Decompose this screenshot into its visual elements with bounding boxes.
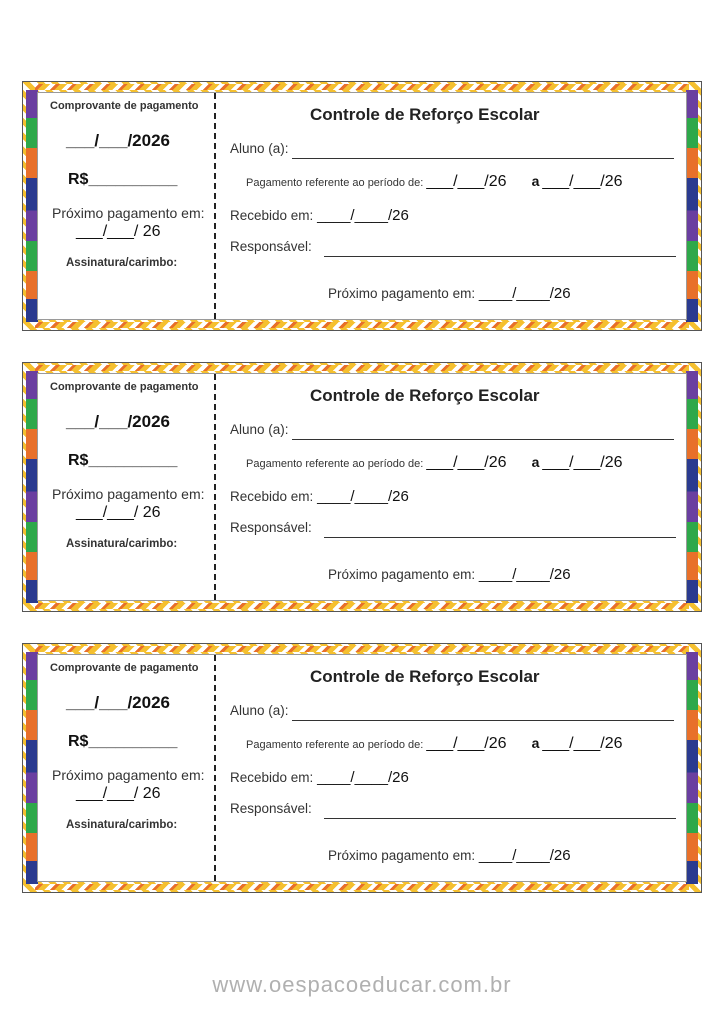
period-label: Pagamento referente ao período de: [246,177,424,189]
next-payment-label: Próximo pagamento em: [328,567,476,582]
next-payment-field[interactable]: ____/____/26 [478,566,571,583]
stub-title: Comprovante de pagamento [50,662,199,674]
stub-amount-field[interactable]: R$__________ [68,171,178,188]
guardian-label: Responsável: [230,520,312,535]
period-row [246,735,623,753]
guardian-label: Responsável: [230,239,312,254]
student-label: Aluno (a): [230,422,289,437]
received-date-field[interactable]: ____/____/26 [317,769,409,786]
stub-next-payment-label: Próximo pagamento em: [52,486,205,502]
period-row [246,173,623,191]
stub-amount-field[interactable]: R$__________ [68,733,178,750]
student-name-line[interactable] [292,439,674,440]
receipt-heading: Controle de Reforço Escolar [310,105,540,124]
chevron-border [35,84,689,90]
period-from-field[interactable]: ___/___/26 [426,454,507,471]
receipt-stub [38,93,216,319]
stub-next-payment-field[interactable]: ___/___/ 26 [76,785,161,802]
next-payment-row [328,285,571,302]
receipt-body [37,92,687,320]
receipt-stub [38,374,216,600]
chevron-border [35,884,689,890]
guardian-name-line[interactable] [324,818,676,819]
receipt-heading: Controle de Reforço Escolar [310,667,540,686]
chevron-border [35,646,689,652]
received-date-field[interactable]: ____/____/26 [317,207,409,224]
period-to-label: a [531,173,540,189]
chevron-border [35,603,689,609]
stub-signature-label: Assinatura/carimbo: [66,538,178,550]
next-payment-row [328,847,571,864]
period-to-field[interactable]: ___/___/26 [542,454,623,471]
period-row [246,454,623,472]
stub-signature-label: Assinatura/carimbo: [66,819,178,831]
chevron-border [35,365,689,371]
received-row [230,769,409,786]
stub-date-field[interactable]: ___/___/2026 [66,693,170,712]
received-date-field[interactable]: ____/____/26 [317,488,409,505]
stub-signature-label: Assinatura/carimbo: [66,257,178,269]
received-row [230,488,409,505]
stub-date-field[interactable]: ___/___/2026 [66,412,170,431]
guardian-name-line[interactable] [324,537,676,538]
period-label: Pagamento referente ao período de: [246,458,424,470]
stub-next-payment-label: Próximo pagamento em: [52,767,205,783]
period-from-field[interactable]: ___/___/26 [426,173,507,190]
chevron-border [686,90,698,322]
receipt-stub [38,655,216,881]
stub-next-payment-label: Próximo pagamento em: [52,205,205,221]
received-label: Recebido em: [230,208,314,223]
guardian-label: Responsável: [230,801,312,816]
stub-date-field[interactable]: ___/___/2026 [66,131,170,150]
student-label: Aluno (a): [230,141,289,156]
stub-title: Comprovante de pagamento [50,381,199,393]
receipt-body [37,373,687,601]
receipt-main [216,655,686,881]
period-to-field[interactable]: ___/___/26 [542,735,623,752]
chevron-border [35,322,689,328]
period-from-field[interactable]: ___/___/26 [426,735,507,752]
student-name-line[interactable] [292,720,674,721]
next-payment-field[interactable]: ____/____/26 [478,847,571,864]
guardian-name-line[interactable] [324,256,676,257]
stub-title: Comprovante de pagamento [50,100,199,112]
next-payment-label: Próximo pagamento em: [328,848,476,863]
receipt-card [22,362,702,612]
stub-next-payment-field[interactable]: ___/___/ 26 [76,504,161,521]
receipt-heading: Controle de Reforço Escolar [310,386,540,405]
student-name-line[interactable] [292,158,674,159]
stub-next-payment-field[interactable]: ___/___/ 26 [76,223,161,240]
receipt-card [22,643,702,893]
period-to-label: a [531,454,540,470]
received-label: Recebido em: [230,770,314,785]
period-to-field[interactable]: ___/___/26 [542,173,623,190]
chevron-border [686,371,698,603]
period-to-label: a [531,735,540,751]
chevron-border [686,652,698,884]
receipt-card [22,81,702,331]
received-row [230,207,409,224]
receipt-main [216,93,686,319]
next-payment-row [328,566,571,583]
receipt-main [216,374,686,600]
next-payment-field[interactable]: ____/____/26 [478,285,571,302]
stub-amount-field[interactable]: R$__________ [68,452,178,469]
next-payment-label: Próximo pagamento em: [328,286,476,301]
receipt-body [37,654,687,882]
period-label: Pagamento referente ao período de: [246,739,424,751]
received-label: Recebido em: [230,489,314,504]
student-label: Aluno (a): [230,703,289,718]
website-footer: www.oespacoeducar.com.br [212,972,512,997]
